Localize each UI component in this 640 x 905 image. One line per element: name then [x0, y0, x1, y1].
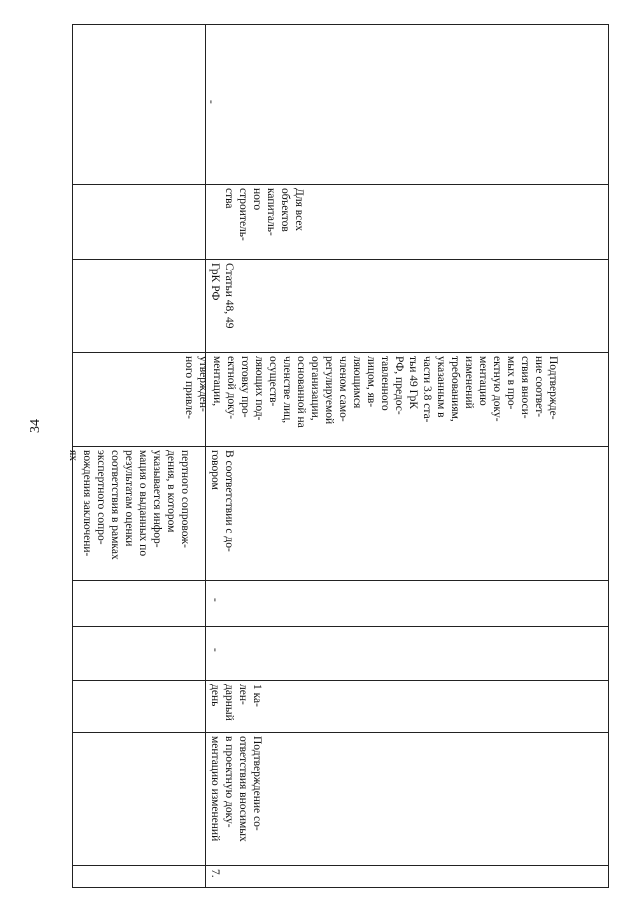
continuation-dash: -	[205, 100, 217, 104]
item-col5-dash: -	[209, 598, 221, 602]
column-separator	[72, 446, 609, 447]
item-name: Подтверждение со- ответствия вносимых в проектную доку- ментацию изменений	[209, 736, 263, 842]
column-separator	[72, 732, 609, 733]
continuation-expertise-text: пертного сопровож- дения, в котором указывается инфор- мация о выданных по результатам оценки соответствия в рамках экспертного сопро- вождения заключени- ях	[67, 450, 191, 560]
column-separator	[72, 184, 609, 185]
page-number: 34	[28, 419, 43, 433]
column-separator	[72, 352, 609, 353]
item-scope: Для всех объектов капиталь- ного строитель- ства	[223, 188, 305, 241]
column-separator	[72, 580, 609, 581]
column-separator	[72, 259, 609, 260]
row-separator	[205, 24, 206, 888]
item-legal-basis: Статьи 48, 49 ГрК РФ	[209, 263, 235, 329]
column-separator	[72, 626, 609, 627]
column-separator	[72, 680, 609, 681]
table-border-right	[608, 24, 609, 888]
column-separator	[72, 865, 609, 866]
table-border-top	[72, 24, 609, 25]
item-payment-terms: В соответствии с до- говором	[209, 450, 235, 552]
item-number: 7.	[209, 869, 221, 878]
item-term: 1 ка- лен- дарный день	[209, 684, 263, 721]
table-border-bottom	[72, 887, 609, 888]
item-col4-dash: -	[209, 648, 221, 652]
item-result-description: Подтвержде- ние соответ- ствия вноси- мых в про- ектную доку- ментацию изменений требованиям, указанным в части 3.8 ста- тьи 49 ГрК РФ, предос- тавленного лицом, яв- ляющимся членом само- регулируемой организации, основанной на членстве лиц, осуществ- ляющих под- готовку про- ектной доку- ментации, утвержден- ного привле-	[183, 356, 559, 428]
